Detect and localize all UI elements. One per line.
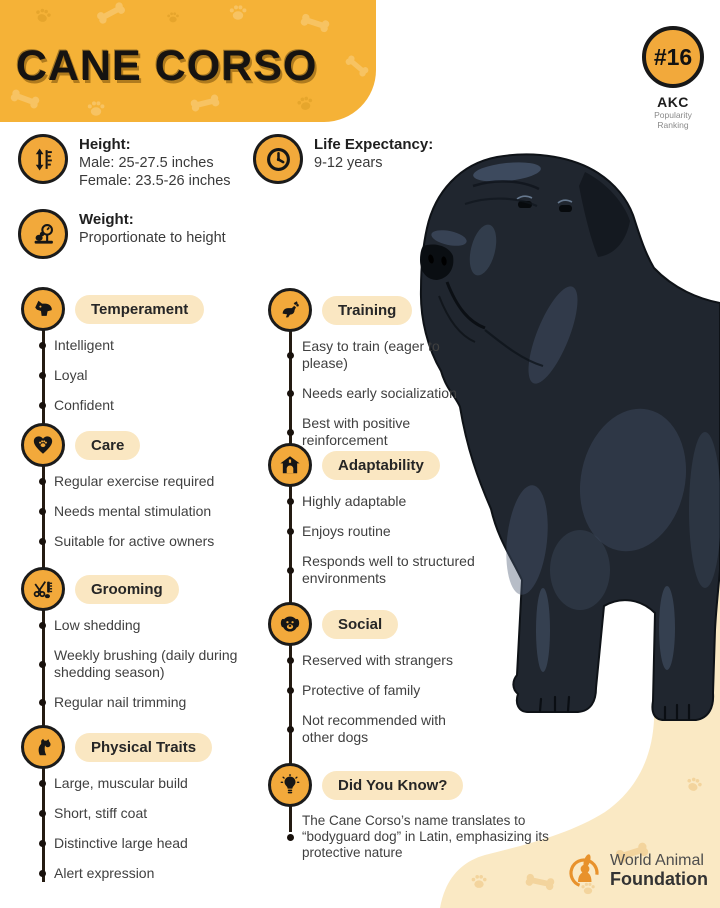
stat-row <box>253 134 433 184</box>
badge-sub1: Popularity <box>654 110 692 120</box>
section-title: Care <box>75 431 140 460</box>
rank-circle: #16 <box>642 26 704 88</box>
section-title: Temperament <box>75 295 204 324</box>
bullet-dot <box>39 622 46 629</box>
section-care <box>20 423 244 563</box>
bullet-dot <box>287 834 294 841</box>
logo-text <box>610 852 708 889</box>
bullet-dot <box>287 726 294 733</box>
stat-label: Life Expectancy: <box>314 136 434 153</box>
list-item-text: Distinctive large head <box>54 835 188 851</box>
list-item-text: Responds well to structured environments <box>302 553 475 586</box>
section-training <box>266 288 480 462</box>
stat-value: 9-12 years <box>314 155 383 171</box>
list-item-text: Needs mental stimulation <box>54 503 212 519</box>
list-item-text: Weekly brushing (daily during shedding season) <box>54 647 238 680</box>
list-item <box>39 865 244 882</box>
clock-icon <box>253 134 303 184</box>
badge-sub2: Ranking <box>657 120 689 130</box>
list-item <box>39 337 244 354</box>
bullet-dot <box>39 699 46 706</box>
badge-org: AKC <box>657 94 689 110</box>
list-item <box>39 503 244 520</box>
list-item-text: Easy to train (eager to please) <box>302 338 440 371</box>
list-item <box>287 712 480 746</box>
list-item <box>39 473 244 490</box>
bullet-dot <box>287 390 294 397</box>
list-item <box>287 652 480 669</box>
stat-row <box>18 134 231 190</box>
page-title: CANE CORSO <box>16 42 318 90</box>
bullet-dot <box>287 687 294 694</box>
bullet-dot <box>287 567 294 574</box>
dog-face-icon <box>268 602 312 646</box>
section-title: Adaptability <box>322 451 440 480</box>
list-item <box>39 367 244 384</box>
list-item-text: Protective of family <box>302 682 421 698</box>
section-social <box>266 602 480 759</box>
list-item-text: Best with positive reinforcement <box>302 415 411 448</box>
bullet-dot <box>39 661 46 668</box>
stat-label: Height: <box>79 136 131 153</box>
list-item-text: Enjoys routine <box>302 523 391 539</box>
list-item <box>39 617 244 634</box>
bullet-dot <box>39 870 46 877</box>
bullet-dot <box>287 429 294 436</box>
stat-value: Male: 25-27.5 inches <box>79 155 214 171</box>
grooming-icon <box>21 567 65 611</box>
section-title: Physical Traits <box>75 733 212 762</box>
list-item-text: Highly adaptable <box>302 493 407 509</box>
stat-value: Female: 23.5-26 inches <box>79 173 231 189</box>
bullet-dot <box>39 538 46 545</box>
bullet-dot <box>287 528 294 535</box>
bullet-dot <box>39 810 46 817</box>
bullet-dot <box>39 402 46 409</box>
bullet-dot <box>39 508 46 515</box>
training-icon <box>268 288 312 332</box>
bullet-dot <box>39 840 46 847</box>
list-item <box>39 835 244 852</box>
list-item-text: Large, muscular build <box>54 775 188 791</box>
list-item <box>39 533 244 550</box>
list-item-text: Regular exercise required <box>54 473 215 489</box>
bullet-dot <box>39 372 46 379</box>
world-animal-foundation-logo <box>568 852 708 889</box>
bullet-dot <box>39 342 46 349</box>
section-adaptability <box>266 443 480 600</box>
section-temperament <box>20 287 244 427</box>
header-band <box>0 0 376 122</box>
section-title: Training <box>322 296 412 325</box>
list-item <box>287 493 480 510</box>
list-item <box>287 813 574 861</box>
list-item <box>287 523 480 540</box>
list-item-text: Alert expression <box>54 865 155 881</box>
list-item-text: Suitable for active owners <box>54 533 215 549</box>
section-physical-traits <box>20 725 244 895</box>
stat-row <box>18 209 226 259</box>
list-item <box>39 397 244 414</box>
list-item-text: Low shedding <box>54 617 141 633</box>
list-item <box>39 805 244 822</box>
height-ruler-icon <box>18 134 68 184</box>
list-item-text: Needs early socialization <box>302 385 457 401</box>
bullet-dot <box>39 780 46 787</box>
list-item-text: Loyal <box>54 367 88 383</box>
bullet-dot <box>287 657 294 664</box>
list-item-text: Regular nail trimming <box>54 694 187 710</box>
list-item-text: Not recommended with other dogs <box>302 712 446 745</box>
stat-value: Proportionate to height <box>79 230 226 246</box>
stat-label: Weight: <box>79 211 134 228</box>
list-item-text: Intelligent <box>54 337 114 353</box>
list-item <box>287 682 480 699</box>
section-title: Social <box>322 610 398 639</box>
lightbulb-icon <box>268 763 312 807</box>
logo-line2: Foundation <box>610 869 708 889</box>
house-icon <box>268 443 312 487</box>
akc-rank-badge <box>638 26 708 130</box>
list-item <box>287 553 480 587</box>
list-item <box>287 385 480 402</box>
dog-head-icon <box>21 287 65 331</box>
list-item <box>39 775 244 792</box>
list-item-text: Confident <box>54 397 114 413</box>
section-grooming <box>20 567 244 724</box>
list-item-text: Reserved with strangers <box>302 652 453 668</box>
bullet-dot <box>39 478 46 485</box>
bullet-dot <box>287 352 294 359</box>
list-item <box>39 647 244 681</box>
scale-icon <box>18 209 68 259</box>
heart-paw-icon <box>21 423 65 467</box>
list-item-text: The Cane Corso’s name translates to “bodyguard dog” in Latin, emphasizing its protective nature <box>302 813 549 860</box>
sitting-dog-icon <box>21 725 65 769</box>
section-title: Did You Know? <box>322 771 463 800</box>
section-did-you-know <box>266 763 574 874</box>
logo-animal-icon <box>568 853 602 889</box>
list-item <box>39 694 244 711</box>
list-item <box>287 338 480 372</box>
logo-line1: World Animal <box>610 852 704 869</box>
section-title: Grooming <box>75 575 179 604</box>
bullet-dot <box>287 498 294 505</box>
list-item-text: Short, stiff coat <box>54 805 148 821</box>
